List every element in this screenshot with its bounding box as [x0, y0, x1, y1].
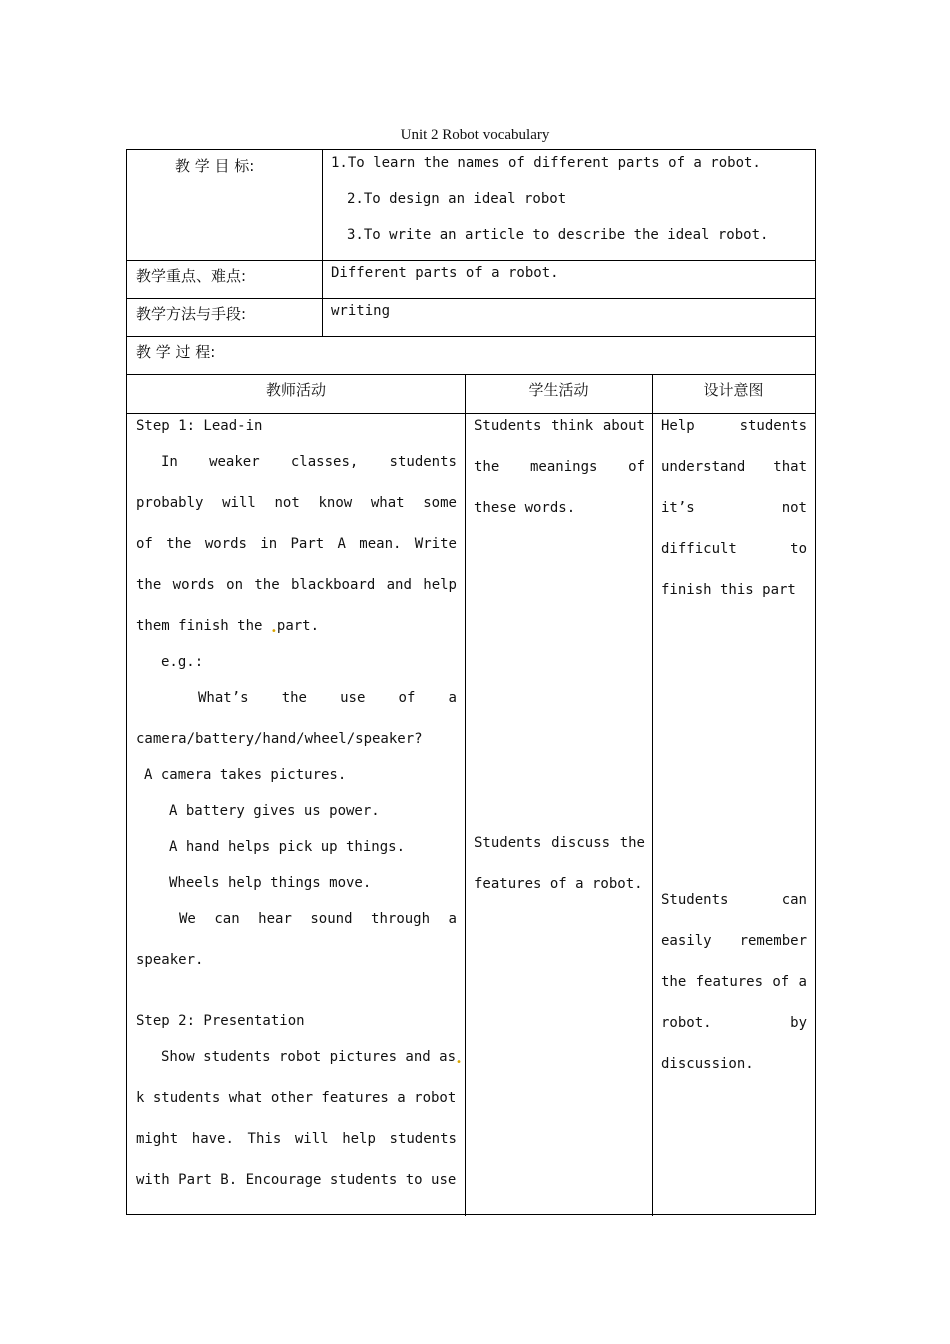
- word: help: [423, 577, 457, 593]
- step-heading: Step 1: Lead-in: [136, 418, 263, 434]
- word: blackboard: [290, 577, 376, 593]
- teacher-activity-header: 教师活动: [265, 381, 326, 399]
- column-divider: [652, 374, 653, 1216]
- key-points-label: 教学重点、难点:: [136, 267, 247, 285]
- student-line: [474, 459, 645, 475]
- text-run: with Pa: [136, 1172, 196, 1188]
- word: some: [423, 495, 457, 511]
- objective-item: 2.To design an ideal robot: [347, 191, 567, 207]
- text-run: them finish the: [136, 618, 271, 634]
- paragraph-line: [161, 454, 457, 470]
- objectives-label: 教 学 目 标:: [175, 157, 255, 175]
- word: mean.: [359, 536, 402, 552]
- word: difficult: [661, 541, 737, 557]
- word: on: [226, 577, 243, 593]
- student-line: [474, 418, 645, 434]
- methods-label: 教学方法与手段:: [136, 305, 247, 323]
- word: remember: [739, 933, 807, 949]
- word: will: [222, 495, 256, 511]
- answer-line: A camera takes pictures.: [144, 767, 347, 783]
- word: a: [448, 911, 457, 927]
- word: about: [602, 418, 645, 434]
- methods-value: writing: [331, 303, 391, 319]
- text-run: rt B. Encourage students to use: [195, 1172, 457, 1188]
- word: discuss: [551, 835, 611, 851]
- intent-line: [661, 974, 807, 990]
- teacher-activity-content: [136, 418, 463, 1208]
- word: robot.: [661, 1015, 712, 1031]
- question-line: camera/battery/hand/wheel/speaker?: [136, 731, 423, 747]
- intent-line: [661, 541, 807, 557]
- word: Students: [661, 892, 729, 908]
- word: of: [136, 536, 153, 552]
- word: meanings: [530, 459, 598, 475]
- word: sound: [310, 911, 353, 927]
- row-divider: [127, 374, 815, 375]
- word: hear: [258, 911, 292, 927]
- paragraph-line: [161, 1049, 463, 1068]
- paragraph-line: k students what other features a robot: [136, 1090, 457, 1106]
- paragraph-line: [136, 618, 320, 637]
- paragraph-line: [136, 536, 457, 552]
- paragraph-line: [136, 577, 457, 593]
- intent-line: [661, 418, 807, 434]
- word: Help: [661, 418, 695, 434]
- word: know: [318, 495, 353, 511]
- intent-line: [661, 933, 807, 949]
- word: A: [337, 536, 346, 552]
- word: features: [695, 974, 764, 990]
- row-divider: [127, 336, 815, 337]
- dot-marker: •: [270, 626, 277, 637]
- process-label: 教 学 过 程:: [136, 343, 216, 361]
- word: and: [386, 577, 412, 593]
- word: the: [661, 974, 687, 990]
- word: words: [204, 536, 247, 552]
- word: students: [389, 454, 457, 470]
- answer-line: Wheels help things move.: [169, 875, 372, 891]
- word: a: [448, 690, 457, 706]
- word: students: [739, 418, 807, 434]
- word: the: [474, 459, 500, 475]
- student-line: [474, 835, 645, 851]
- word: have.: [191, 1131, 234, 1147]
- word: probably: [136, 495, 204, 511]
- document-title: Unit 2 Robot vocabulary: [400, 127, 550, 143]
- row-divider: [127, 413, 815, 414]
- row-divider: [127, 260, 815, 261]
- word: what: [370, 495, 405, 511]
- text-run: Show students robot pictures and as: [161, 1049, 457, 1065]
- step-heading: Step 2: Presentation: [136, 1013, 305, 1029]
- word: through: [371, 911, 431, 927]
- word: that: [773, 459, 807, 475]
- column-divider: [322, 150, 323, 336]
- answer-line: A hand helps pick up things.: [169, 839, 406, 855]
- word: Students: [474, 835, 542, 851]
- word: in: [260, 536, 278, 552]
- word: of: [398, 690, 416, 706]
- word: of: [628, 459, 645, 475]
- dot-marker: •: [456, 1057, 463, 1068]
- intent-line: discussion.: [661, 1056, 754, 1072]
- word: We: [179, 911, 196, 927]
- word: classes,: [290, 454, 359, 470]
- word: by: [790, 1015, 807, 1031]
- example-label: e.g.:: [161, 654, 204, 670]
- word: the: [136, 577, 162, 593]
- word: Part: [290, 536, 325, 552]
- word: a: [798, 974, 807, 990]
- intent-line: finish this part: [661, 582, 796, 598]
- paragraph-line: [136, 495, 457, 511]
- word: it’s: [661, 500, 695, 516]
- word: can: [781, 892, 807, 908]
- answer-line: [179, 911, 457, 927]
- row-divider: [127, 298, 815, 299]
- word: This: [247, 1131, 282, 1147]
- intent-line: [661, 892, 807, 908]
- word: might: [136, 1131, 179, 1147]
- objective-item: 1.To learn the names of different parts of a robot.: [331, 155, 761, 171]
- paragraph-line: [136, 1131, 457, 1147]
- text-run: part.: [276, 618, 320, 634]
- word: words: [172, 577, 215, 593]
- student-activity-content: [474, 418, 645, 1208]
- question-line: [198, 690, 457, 706]
- intent-line: [661, 459, 807, 475]
- word: the: [281, 690, 307, 706]
- word: Students: [474, 418, 542, 434]
- answer-line: speaker.: [136, 952, 204, 968]
- word: the: [254, 577, 280, 593]
- word: What’s: [198, 690, 249, 706]
- word: think: [551, 418, 594, 434]
- answer-line: A battery gives us power.: [169, 803, 380, 819]
- student-activity-header: 学生活动: [528, 381, 589, 399]
- word: of: [772, 974, 790, 990]
- lesson-plan-table: [126, 149, 816, 1215]
- word: the: [619, 835, 645, 851]
- word: the: [166, 536, 192, 552]
- word: help: [342, 1131, 376, 1147]
- word: students: [389, 1131, 457, 1147]
- word: not: [781, 500, 807, 516]
- intent-line: [661, 1015, 807, 1031]
- word: Write: [414, 536, 457, 552]
- word: not: [274, 495, 300, 511]
- word: to: [790, 541, 807, 557]
- design-intent-content: [661, 418, 807, 1208]
- word: understand: [661, 459, 746, 475]
- column-divider: [465, 374, 466, 1216]
- student-line: features of a robot.: [474, 876, 643, 892]
- paragraph-line: [136, 1172, 456, 1188]
- key-points-value: Different parts of a robot.: [331, 265, 559, 281]
- design-intent-header: 设计意图: [703, 381, 764, 399]
- objective-item: 3.To write an article to describe the ideal robot.: [347, 227, 769, 243]
- intent-line: [661, 500, 807, 516]
- word: weaker: [209, 454, 260, 470]
- word: will: [294, 1131, 329, 1147]
- student-line: these words.: [474, 500, 576, 516]
- word: In: [161, 454, 178, 470]
- word: use: [340, 690, 366, 706]
- word: can: [214, 911, 240, 927]
- word: easily: [661, 933, 712, 949]
